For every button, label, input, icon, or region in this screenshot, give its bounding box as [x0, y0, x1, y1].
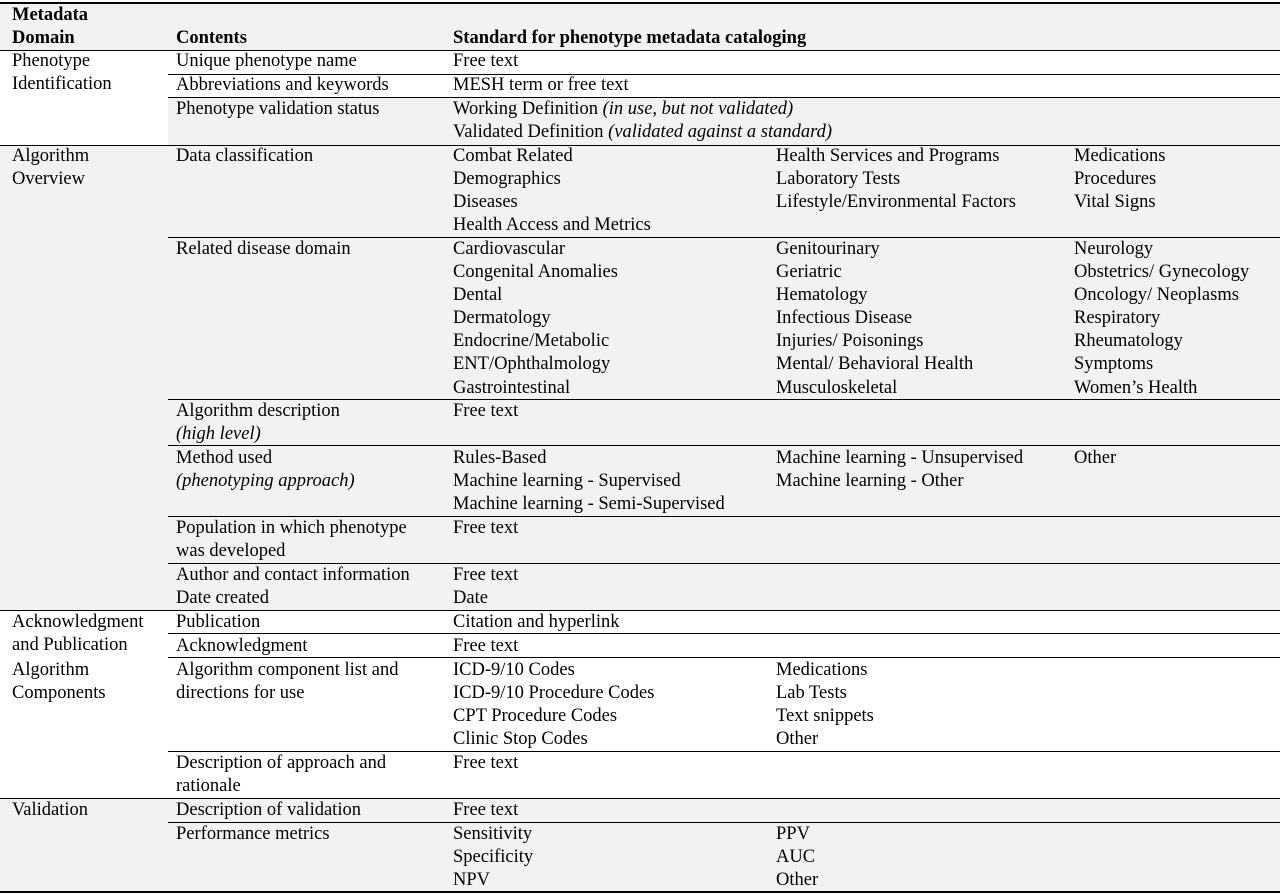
validation-status-option	[453, 98, 832, 121]
list-item: Rules-Based	[453, 448, 547, 468]
list-item: AUC	[776, 847, 816, 868]
domain-text: Overview	[12, 169, 85, 190]
component-list-col-b	[776, 659, 874, 751]
domain-algorithm-components	[12, 659, 106, 705]
list-item: Injuries/ Poisonings	[776, 331, 924, 352]
list-item: Cardiovascular	[453, 239, 565, 259]
domain-validation	[12, 799, 88, 822]
domain-text: Identification	[12, 74, 112, 95]
list-item: Algorithm component list and	[176, 660, 399, 680]
list-item: Diseases	[453, 192, 518, 213]
method-used-col-a	[453, 447, 725, 516]
list-item: Demographics	[453, 169, 561, 190]
domain-text: and Publication	[12, 635, 128, 656]
list-item: Genitourinary	[776, 239, 880, 259]
bottom-rule	[0, 891, 1280, 893]
standard-unique-name: Free text	[453, 51, 519, 71]
domain-text: Components	[12, 683, 106, 704]
standard-abbreviations: MESH term or free text	[453, 75, 629, 95]
header-contents: Contents	[176, 28, 247, 48]
row-rule	[168, 657, 1280, 658]
method-used-col-b	[776, 447, 1023, 493]
content-publication: Publication	[176, 612, 261, 632]
content-data-classification: Data classification	[176, 146, 314, 166]
related-disease-col-b	[776, 238, 973, 400]
content-note: (high level)	[176, 424, 261, 445]
list-item: Medications	[776, 660, 868, 680]
list-item: Musculoskeletal	[776, 377, 898, 398]
component-list-col-a	[453, 659, 654, 751]
list-item: Other	[776, 729, 819, 750]
list-item: Laboratory Tests	[776, 169, 901, 190]
list-item: Machine learning - Other	[776, 471, 964, 492]
list-item: Clinic Stop Codes	[453, 729, 588, 750]
option-note: (validated against a standard)	[608, 122, 833, 143]
list-item: Author and contact information	[176, 565, 410, 585]
list-item: NPV	[453, 870, 491, 891]
list-item: Text snippets	[776, 706, 874, 727]
content-unique-name: Unique phenotype name	[176, 51, 357, 71]
list-item: Symptoms	[1074, 354, 1154, 375]
option-note: (in use, but not validated)	[602, 99, 794, 119]
list-item: Date created	[176, 588, 269, 609]
standard-algorithm-description: Free text	[453, 401, 519, 421]
list-item: Neurology	[1074, 239, 1154, 259]
list-item: Lifestyle/Environmental Factors	[776, 192, 1016, 213]
list-item: Congenital Anomalies	[453, 262, 618, 283]
domain-text: Algorithm	[12, 660, 90, 680]
list-item: ENT/Ophthalmology	[453, 354, 611, 375]
standard-approach: Free text	[453, 753, 519, 773]
content-related-disease: Related disease domain	[176, 239, 351, 259]
list-item: Date	[453, 588, 488, 609]
row-rule	[168, 633, 1280, 634]
content-text: Method used	[176, 448, 273, 468]
standard-population: Free text	[453, 518, 519, 538]
list-item: rationale	[176, 776, 241, 797]
top-rule	[0, 2, 1280, 4]
list-item: directions for use	[176, 683, 305, 704]
list-item: Vital Signs	[1074, 192, 1156, 213]
list-item: Geriatric	[776, 262, 842, 283]
header-text: Metadata	[12, 5, 89, 25]
related-disease-col-a	[453, 238, 618, 400]
domain-text: Phenotype	[12, 51, 91, 71]
related-disease-col-c	[1074, 238, 1249, 400]
domain-algorithm-overview	[12, 145, 89, 191]
content-approach	[176, 752, 386, 798]
list-item: Description of approach and	[176, 753, 387, 773]
list-item: Dermatology	[453, 308, 551, 329]
method-used-col-c	[1074, 447, 1116, 470]
list-item: Machine learning - Supervised	[453, 471, 681, 492]
content-performance: Performance metrics	[176, 824, 330, 844]
content-note: (phenotyping approach)	[176, 471, 355, 492]
content-validation-desc: Description of validation	[176, 800, 361, 820]
content-validation-status: Phenotype validation status	[176, 99, 380, 119]
list-item: Procedures	[1074, 169, 1157, 190]
list-item: ICD-9/10 Codes	[453, 660, 575, 680]
content-acknowledgment: Acknowledgment	[176, 636, 308, 656]
list-item: Rheumatology	[1074, 331, 1183, 352]
standard-author	[453, 564, 518, 610]
header-metadata-domain	[12, 4, 88, 50]
list-item: Population in which phenotype	[176, 518, 407, 538]
list-item: Sensitivity	[453, 824, 533, 844]
content-text: Algorithm description	[176, 401, 340, 421]
list-item: Oncology/ Neoplasms	[1074, 285, 1239, 306]
domain-acknowledgment-publication	[12, 611, 144, 657]
data-classification-col-c	[1074, 145, 1165, 214]
validation-status-option	[453, 121, 832, 144]
content-algorithm-description	[176, 400, 340, 446]
list-item: Hematology	[776, 285, 868, 306]
list-item: Other	[776, 870, 819, 891]
content-population	[176, 517, 407, 563]
list-item: Gastrointestinal	[453, 377, 571, 398]
standard-validation-desc: Free text	[453, 800, 519, 820]
list-item: Specificity	[453, 847, 534, 868]
content-author	[176, 564, 410, 610]
list-item: Lab Tests	[776, 683, 847, 704]
content-method-used	[176, 447, 355, 493]
option-text: Working Definition	[453, 99, 603, 119]
list-item: Machine learning - Unsupervised	[776, 448, 1024, 468]
row-rule	[168, 822, 1280, 823]
list-item: Endocrine/Metabolic	[453, 331, 610, 352]
list-item: Dental	[453, 285, 503, 306]
list-item: Free text	[453, 565, 519, 585]
list-item: Mental/ Behavioral Health	[776, 354, 974, 375]
domain-text: Acknowledgment	[12, 612, 144, 632]
list-item: PPV	[776, 824, 810, 844]
data-classification-col-a	[453, 145, 651, 237]
list-item: Infectious Disease	[776, 308, 913, 329]
list-item: Other	[1074, 448, 1117, 468]
domain-phenotype-identification	[12, 50, 112, 96]
list-item: Medications	[1074, 146, 1166, 166]
performance-col-b	[776, 823, 818, 892]
list-item: Women’s Health	[1074, 377, 1198, 398]
list-item: Health Services and Programs	[776, 146, 1000, 166]
list-item: Combat Related	[453, 146, 573, 166]
domain-text: Algorithm	[12, 146, 90, 166]
standard-acknowledgment: Free text	[453, 636, 519, 656]
list-item: ICD-9/10 Procedure Codes	[453, 683, 655, 704]
data-classification-col-b	[776, 145, 1016, 214]
content-component-list	[176, 659, 399, 705]
list-item: Health Access and Metrics	[453, 215, 651, 236]
header-text: Domain	[12, 28, 75, 49]
content-abbreviations: Abbreviations and keywords	[176, 75, 389, 95]
list-item: Machine learning - Semi-Supervised	[453, 494, 725, 515]
standard-validation-status	[453, 98, 832, 144]
list-item: CPT Procedure Codes	[453, 706, 618, 727]
domain-text: Validation	[12, 800, 89, 820]
list-item: Obstetrics/ Gynecology	[1074, 262, 1250, 283]
standard-publication: Citation and hyperlink	[453, 612, 620, 632]
list-item: was developed	[176, 541, 286, 562]
option-text: Validated Definition	[453, 122, 609, 143]
performance-col-a	[453, 823, 533, 892]
list-item: Respiratory	[1074, 308, 1161, 329]
header-standard: Standard for phenotype metadata cataloging	[453, 28, 807, 48]
